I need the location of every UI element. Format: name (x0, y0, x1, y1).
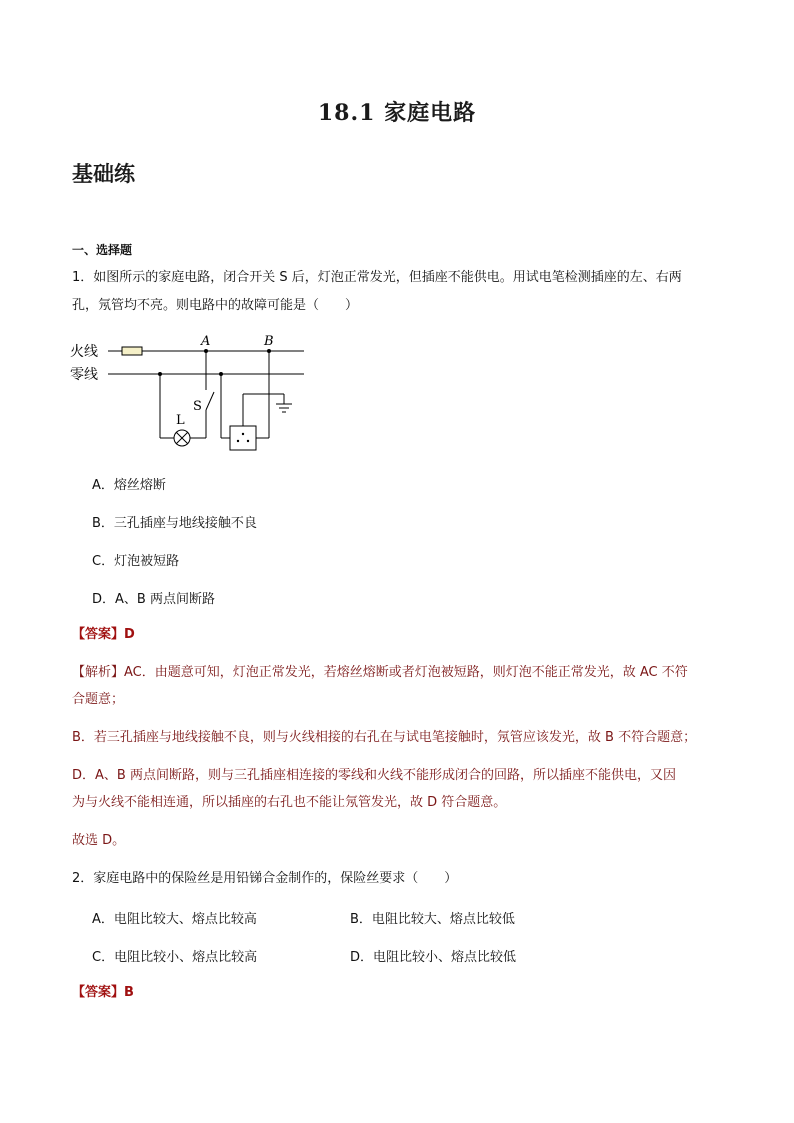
q2-option-b: B．电阻比较大、熔点比较低 (350, 912, 515, 927)
neutral-wire-label: 零线 (70, 367, 98, 383)
q1-option-b: B．三孔插座与地线接触不良 (92, 516, 257, 531)
q1-analysis-line: 【解析】AC．由题意可知，灯泡正常发光，若熔丝熔断或者灯泡被短路，则灯泡不能正常发光，故 AC 不符 (72, 665, 688, 680)
q1-option-c: C．灯泡被短路 (92, 554, 180, 569)
q2-stem: 2．家庭电路中的保险丝是用铅锑合金制作的，保险丝要求（ ） (72, 871, 458, 886)
q1-stem-line-2: 孔，氖管均不亮。则电路中的故障可能是（ ） (72, 298, 359, 313)
q2-option-c: C．电阻比较小、熔点比较高 (92, 950, 258, 965)
q1-analysis-line: 合题意； (72, 692, 125, 707)
q1-analysis-line: D．A、B 两点间断路，则与三孔插座相连接的零线和火线不能形成闭合的回路，所以插座不能供电，又因 (72, 768, 676, 783)
q1-stem-line-1: 1．如图所示的家庭电路，闭合开关 S 后，灯泡正常发光，但插座不能供电。用试电笔检测插座的左、右两 (72, 270, 682, 285)
q1-analysis-line: 故选 D。 (72, 833, 126, 848)
switch-label: S (193, 399, 202, 414)
page-title: 18.1 家庭电路 (317, 100, 477, 126)
point-b-label: B (264, 334, 274, 349)
q1-analysis-line: B．若三孔插座与地线接触不良，则与火线相接的右孔在与试电笔接触时，氖管应该发光，故 B 不符合题意； (72, 730, 697, 745)
lamp-label: L (176, 413, 185, 428)
section-title: 基础练 (72, 162, 135, 186)
q2-option-d: D．电阻比较小、熔点比较低 (350, 950, 517, 965)
question-type-heading: 一、选择题 (72, 243, 133, 257)
live-wire-label: 火线 (70, 344, 98, 360)
q2-answer: 【答案】B (72, 985, 134, 1000)
point-a-label: A (201, 334, 211, 349)
q1-option-d: D．A、B 两点间断路 (92, 592, 215, 607)
q1-analysis-line: 为与火线不能相连通，所以插座的右孔也不能让氖管发光，故 D 符合题意。 (72, 795, 507, 810)
q1-option-a: A．熔丝熔断 (92, 478, 166, 493)
q1-answer: 【答案】D (72, 627, 135, 642)
circuit-diagram (66, 330, 316, 460)
q2-option-a: A．电阻比较大、熔点比较高 (92, 912, 257, 927)
